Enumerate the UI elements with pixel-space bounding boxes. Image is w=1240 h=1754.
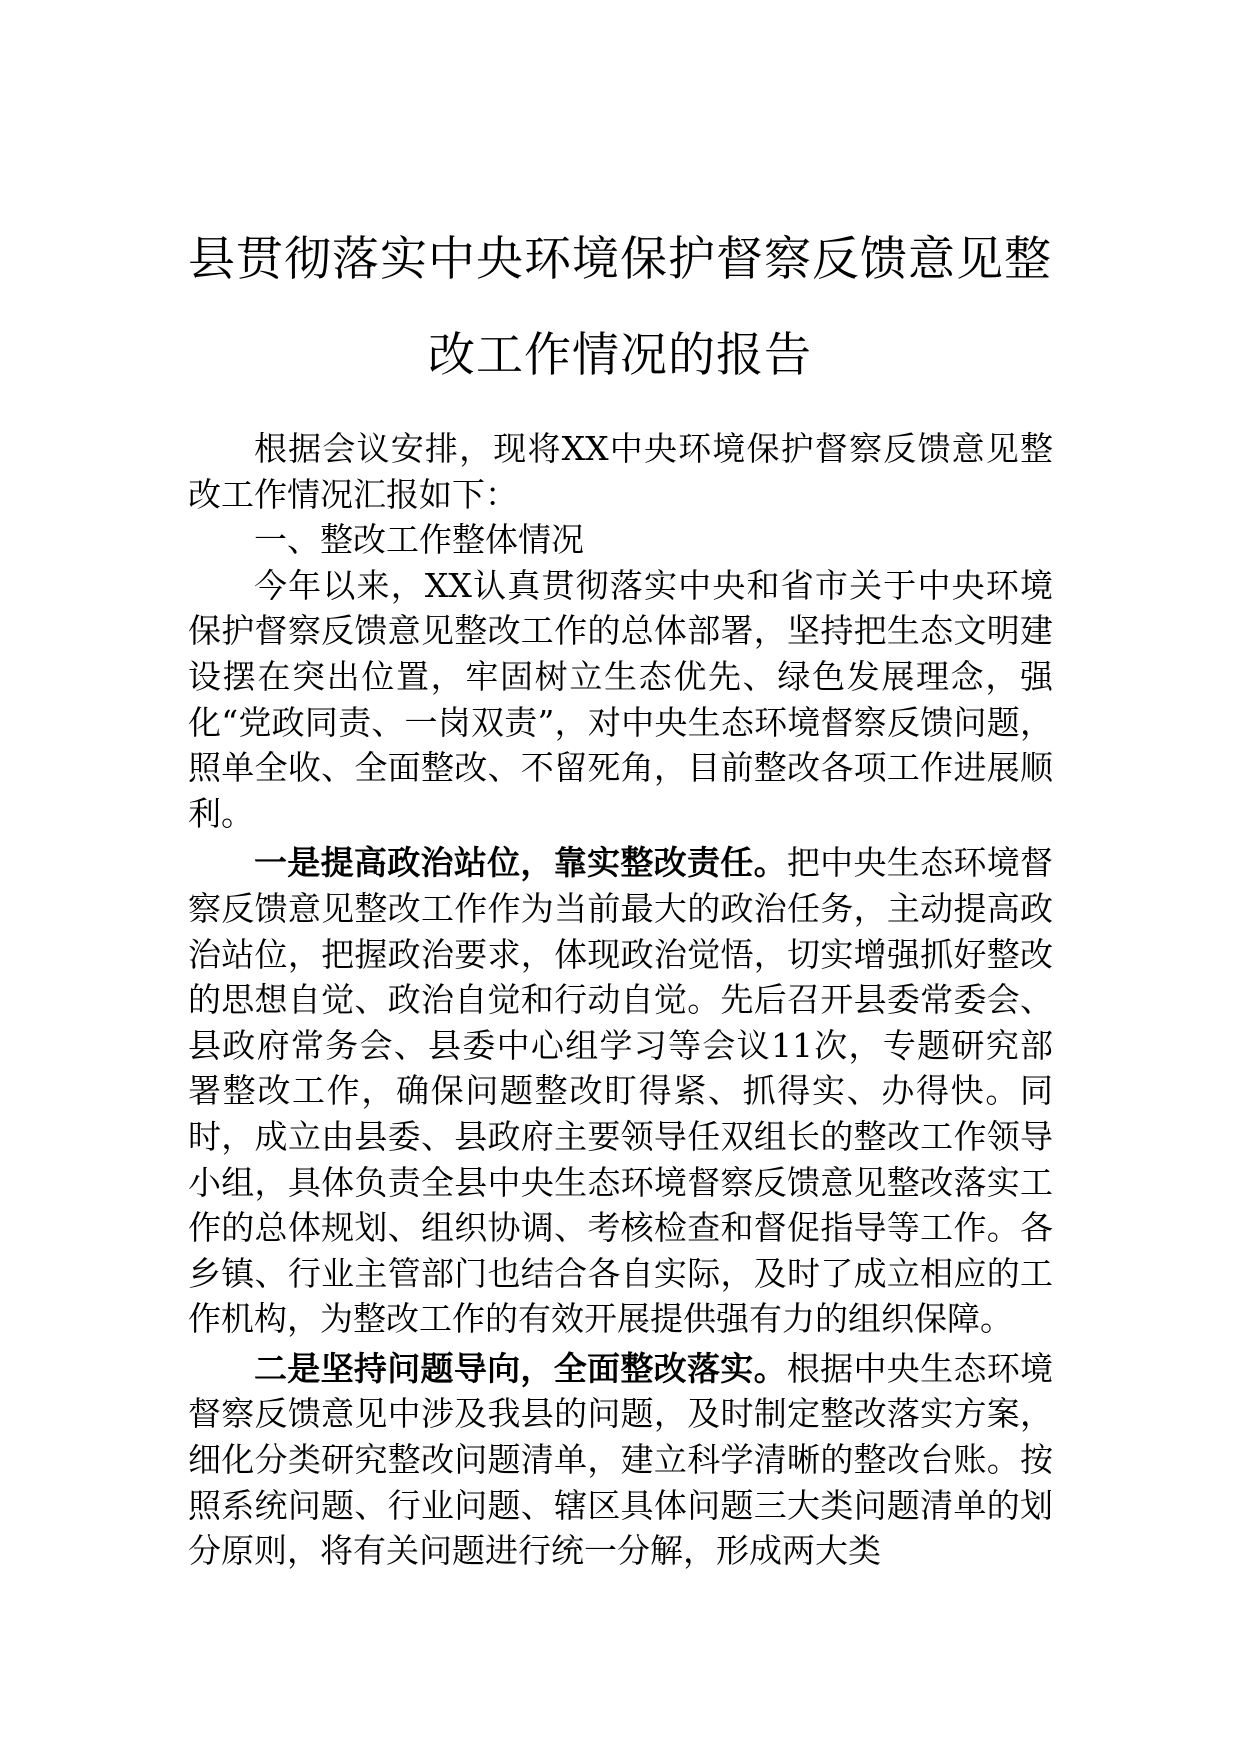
paragraph-text: 把中央生态环境督察反馈意见整改工作作为当前最大的政治任务，主动提高政治站位，把握政治要求，体现政治觉悟，切实增强抓好整改的思想自觉、政治自觉和行动自觉。先后召开县委常委会、县政府常务会、县委中心组学习等会议11次，专题研究部署整改工作，确保问题整改盯得紧、抓得实、办得快。同时，成立由县委、县政府主要领导任双组长的整改工作领导小组，具体负责全县中央生态环境督察反馈意见整改落实工作的总体规划、组织协调、考核检查和督促指导等工作。各乡镇、行业主管部门也结合各自实际，及时了成立相应的工作机构，为整改工作的有效开展提供强有力的组织保障。: [188, 843, 1054, 1339]
paragraph-intro: [188, 426, 1053, 517]
paragraph-text: 根据会议安排，现将XX中央环境保护督察反馈意见整改工作情况汇报如下：: [188, 429, 1053, 514]
paragraph-point-two: [188, 1346, 1053, 1574]
paragraph-overview: [188, 563, 1053, 837]
title-line-1: 县贯彻落实中央环境保护督察反馈意见整: [188, 232, 1052, 287]
paragraph-point-one: [188, 840, 1053, 1342]
title-line-2: 改工作情况的报告: [428, 328, 812, 383]
document-body: [188, 426, 1053, 1574]
document-title: [150, 212, 1090, 404]
section-heading: [188, 517, 1053, 563]
paragraph-text: 一、整改工作整体情况: [254, 520, 584, 560]
paragraph-text: 根据中央生态环境督察反馈意见中涉及我县的问题，及时制定整改落实方案，细化分类研究整改问题清单，建立科学清晰的整改台账。按照系统问题、行业问题、辖区具体问题三大类问题清单的划分原则，将有关问题进行统一分解，形成两大类: [188, 1348, 1054, 1571]
paragraph-lead: 二是坚持问题导向，全面整改落实。: [254, 1348, 787, 1388]
paragraph-text: 今年以来，XX认真贯彻落实中央和省市关于中央环境保护督察反馈意见整改工作的总体部署，坚持把生态文明建设摆在突出位置，牢固树立生态优先、绿色发展理念，强化“党政同责、一岗双责”，对中央生态环境督察反馈问题，照单全收、全面整改、不留死角，目前整改各项工作进展顺利。: [188, 565, 1053, 833]
paragraph-lead: 一是提高政治站位，靠实整改责任。: [254, 843, 787, 883]
